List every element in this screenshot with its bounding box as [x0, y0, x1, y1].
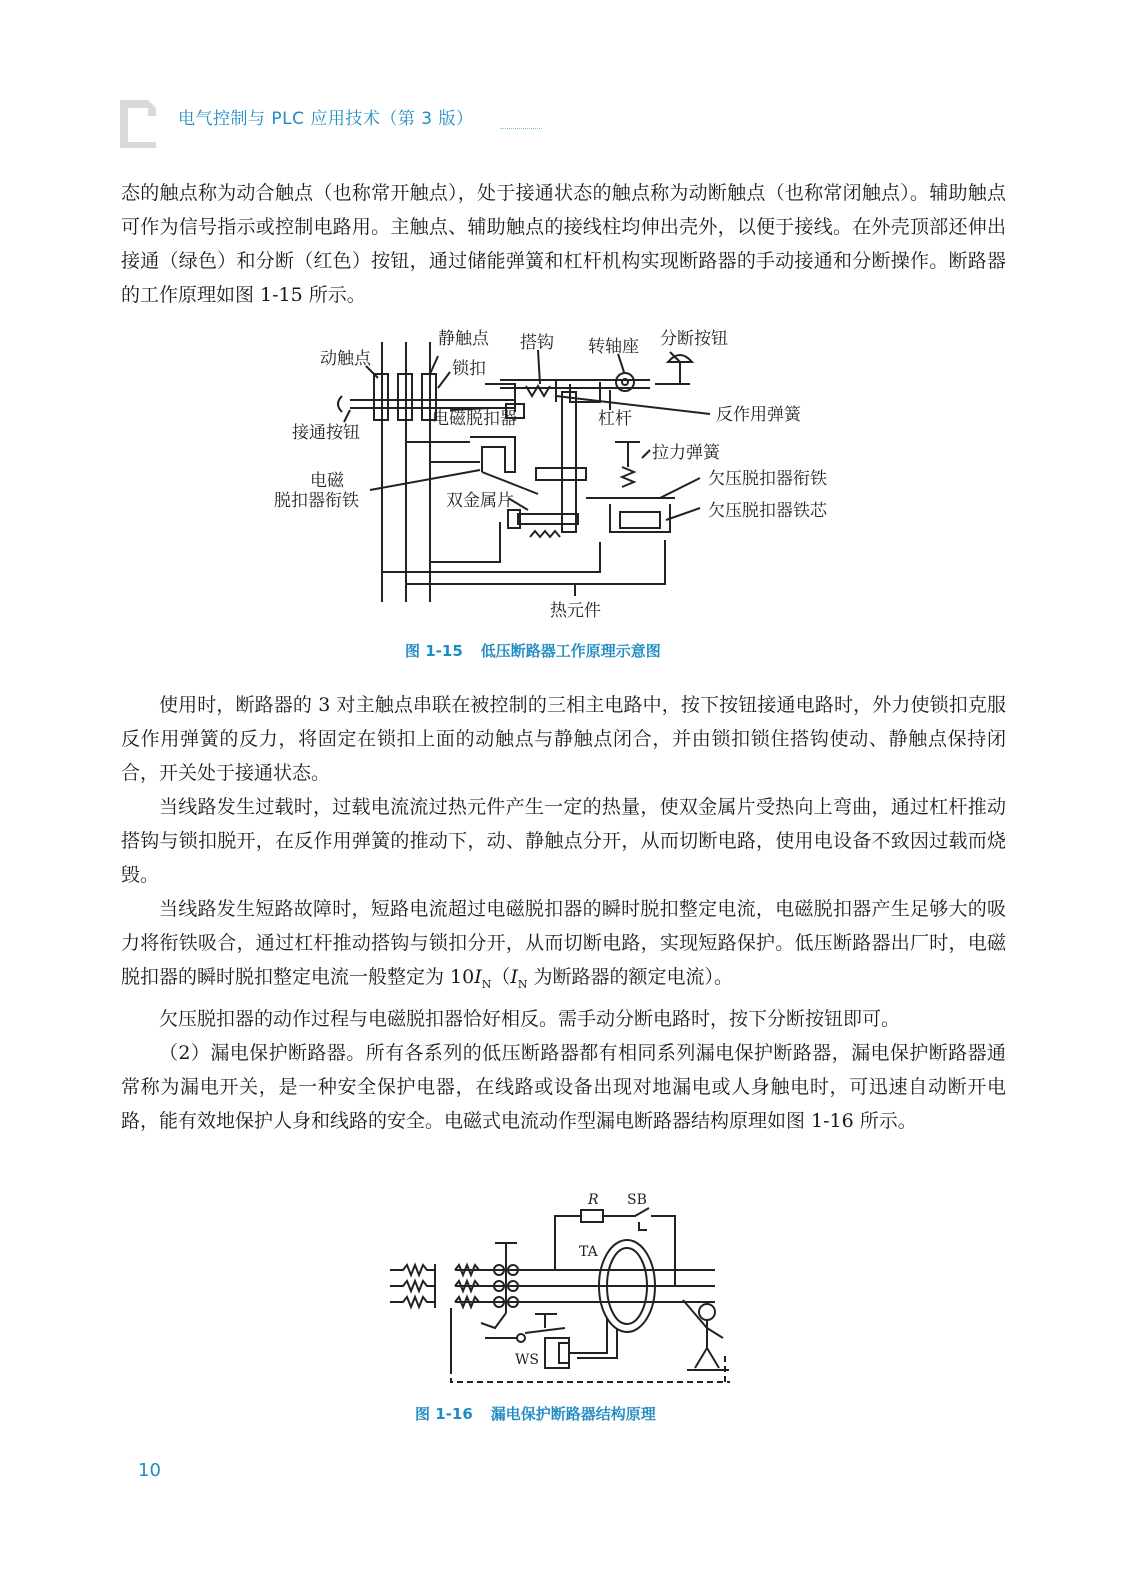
- label-resistor: R: [588, 1192, 599, 1208]
- paragraph-6: （2）漏电保护断路器。所有各系列的低压断路器都有相同系列漏电保护断路器，漏电保护断路器通常称为漏电开关，是一种安全保护电器，在线路或设备出现对地漏电或人身触电时，可迅速自动断开电路，能有效地保护人身和线路的安全。电磁式电流动作型漏电断路器结构原理如图 1-16 所示。: [121, 1041, 1006, 1132]
- caption-number: 图 1-16: [415, 1405, 473, 1423]
- figure-1-16-caption: [415, 1403, 656, 1424]
- label-off-button: 分断按钮: [660, 329, 728, 349]
- rcd-diagram: [385, 1188, 730, 1393]
- label-lever: 杠杆: [598, 409, 632, 429]
- paragraph-3: 当线路发生过载时，过载电流流过热元件产生一定的热量，使双金属片受热向上弯曲，通过杠杆推动搭钩与锁扣脱开，在反作用弹簧的推动下，动、静触点分开，从而切断电路，使用电设备不致因过载而烧毁。: [121, 796, 1006, 886]
- figure-1-15: [270, 322, 850, 627]
- label-uv-core: 欠压脱扣器铁芯: [708, 501, 827, 521]
- label-reaction-spring: 反作用弹簧: [716, 405, 801, 425]
- label-tension-spring: 拉力弹簧: [652, 443, 720, 463]
- caption-text: 低压断路器工作原理示意图: [480, 642, 661, 660]
- breaker-diagram: [270, 322, 850, 627]
- paragraphs-block: [121, 688, 1006, 1138]
- label-heater: 热元件: [550, 601, 601, 621]
- label-moving-contact: 动触点: [320, 349, 371, 369]
- label-hook: 搭钩: [520, 333, 554, 353]
- label-em-armature-2: 脱扣器衔铁: [274, 491, 359, 511]
- label-on-button: 接通按钮: [292, 423, 360, 443]
- label-em-release: 电磁脱扣器: [432, 409, 517, 429]
- label-static-contact: 静触点: [438, 329, 489, 349]
- label-bimetal: 双金属片: [446, 491, 514, 511]
- figure-1-15-caption: [405, 640, 661, 661]
- paragraph-1: 态的触点称为动合触点（也称常开触点），处于接通状态的触点称为动断触点（也称常闭触点）。辅助触点可作为信号指示或控制电路用。主触点、辅助触点的接线柱均伸出壳外，以便于接线。在外壳顶部还伸出接通（绿色）和分断（红色）按钮，通过储能弹簧和杠杆机构实现断路器的手动接通和分断操作。断路器的工作原理如图 1-15 所示。: [121, 182, 1006, 306]
- label-release: WS: [515, 1352, 539, 1368]
- figure-1-16: [385, 1188, 730, 1393]
- label-transformer: TA: [579, 1244, 598, 1260]
- header-mark-icon: [118, 98, 158, 150]
- page-number: 10: [138, 1460, 161, 1481]
- header-divider: [500, 128, 542, 129]
- label-test-button: SB: [627, 1192, 647, 1208]
- caption-number: 图 1-15: [405, 642, 463, 660]
- caption-text: 漏电保护断路器结构原理: [490, 1405, 656, 1423]
- paragraph-2: 使用时，断路器的 3 对主触点串联在被控制的三相主电路中，按下按钮接通电路时，外力使锁扣克服反作用弹簧的反力，将固定在锁扣上面的动触点与静触点闭合，并由锁扣锁住搭钩使动、静触点保持闭合，开关处于接通状态。: [121, 694, 1006, 784]
- paragraph-4: 当线路发生短路故障时，短路电流超过电磁脱扣器的瞬时脱扣整定电流，电磁脱扣器产生足够大的吸力将衔铁吸合，通过杠杆推动搭钩与锁扣分开，从而切断电路，实现短路保护。低压断路器出厂时，电磁脱扣器的瞬时脱扣整定电流一般整定为 $10I_N(I_N$ 为断路器的额定电流）。: [121, 898, 1006, 991]
- label-pivot: 转轴座: [588, 337, 639, 357]
- label-em-armature-1: 电磁: [310, 471, 344, 491]
- paragraph-5: 欠压脱扣器的动作过程与电磁脱扣器恰好相反。需手动分断电路时，按下分断按钮即可。: [159, 1007, 901, 1030]
- book-title: 电气控制与 PLC 应用技术（第 3 版）: [178, 109, 474, 129]
- label-latch: 锁扣: [452, 359, 486, 379]
- label-uv-armature: 欠压脱扣器衔铁: [708, 469, 827, 489]
